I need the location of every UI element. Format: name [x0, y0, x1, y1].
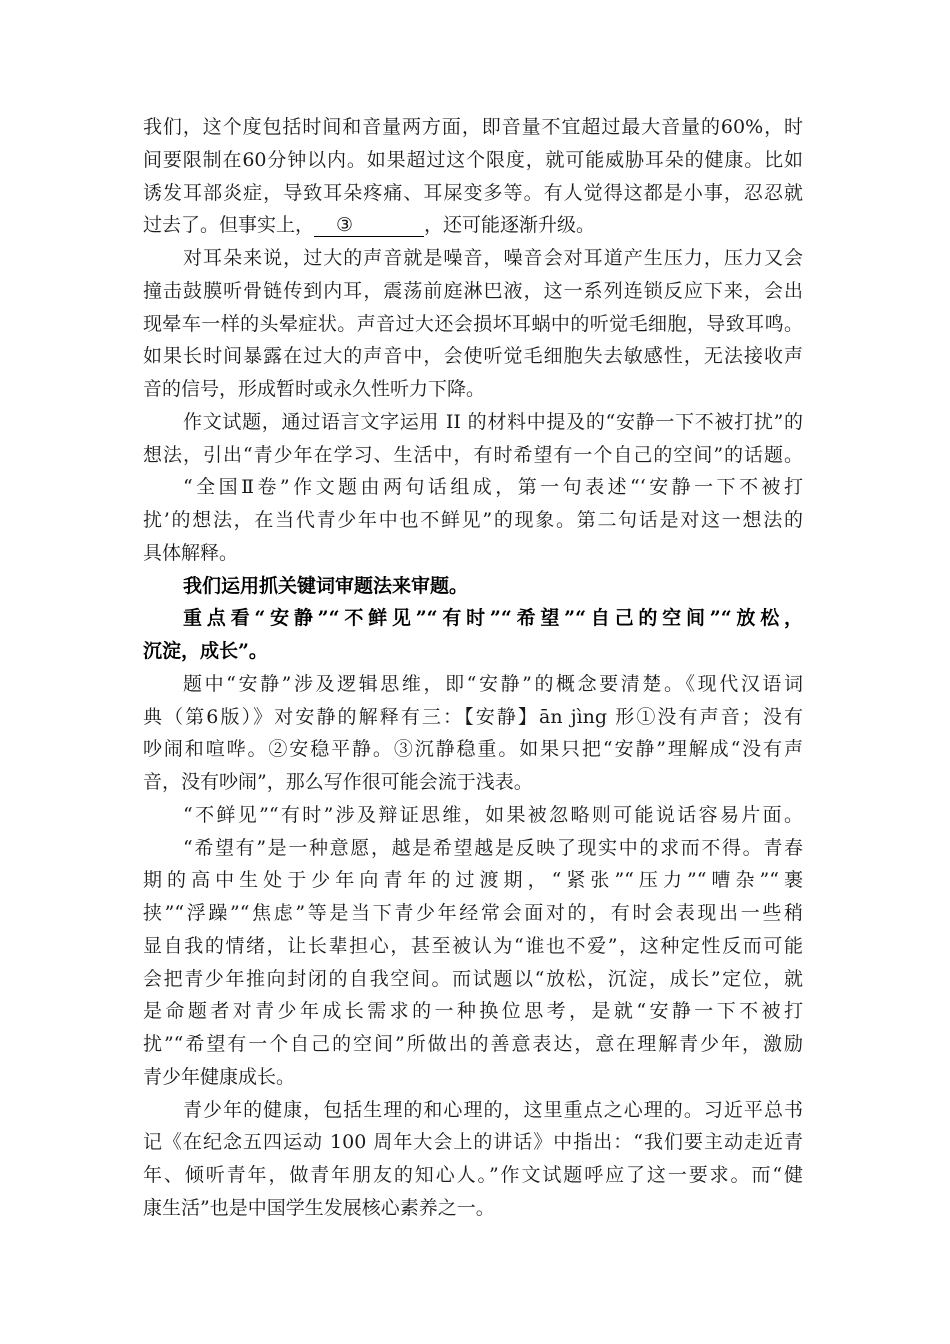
text-line: 康生活”也是中国学生发展核心素养之一。	[143, 1196, 495, 1219]
text-line: “不鲜见”“有时”涉及辩证思维，如果被忽略则可能说话容易片面。	[183, 803, 803, 826]
text-line: 典（第6版）》对安静的解释有三：【安静】ān jìng 形①没有声音；没有	[143, 705, 803, 728]
text-line: 音的信号，形成暂时或永久性听力下降。	[143, 378, 486, 400]
text-line: 对耳朵来说，过大的声音就是噪音，噪音会对耳道产生压力，压力又会	[183, 247, 803, 269]
text-line: 作文试题，通过语言文字运用 II 的材料中提及的“安静一下不被打扰”的	[183, 410, 803, 433]
text-line: 显自我的情绪，让长辈担心，甚至被认为“谁也不爱”，这种定性反而可能	[143, 934, 803, 957]
text-line: 期的高中生处于少年向青年的过渡期，“紧张”“压力”“嘈杂”“裹	[143, 869, 803, 892]
text-line: 是命题者对青少年成长需求的一种换位思考，是就“安静一下不被打	[143, 1000, 803, 1023]
text-segment: 过去了。但事实上，	[143, 214, 315, 237]
text-line: 挟”“浮躁”“焦虑”等是当下青少年经常会面对的，有时会表现出一些稍	[143, 902, 803, 924]
text-line: “全国Ⅱ卷”作文题由两句话组成，第一句表述“‘安静一下不被打	[183, 476, 803, 499]
text-line: 具体解释。	[143, 541, 239, 564]
text-segment: ，还可能逐渐升级。	[424, 214, 596, 237]
text-line: 间要限制在60分钟以内。如果超过这个限度，就可能威胁耳朵的健康。比如	[143, 148, 803, 171]
text-line: “希望有”是一种意愿，越是希望越是反映了现实中的求而不得。青春	[183, 836, 803, 859]
text-line: 音，没有吵闹”，那么写作很可能会流于浅表。	[143, 771, 533, 793]
text-line: 撞击鼓膜听骨链传到内耳，震荡前庭淋巴液，这一系列连锁反应下来，会出	[143, 279, 803, 302]
text-line: 现晕车一样的头晕症状。声音过大还会损坏耳蜗中的听觉毛细胞，导致耳鸣。	[143, 312, 803, 335]
text-line: 年、倾听青年，做青年朋友的知心人。”作文试题呼应了这一要求。而“健	[143, 1164, 803, 1186]
bold-text-line: 沉淀，成长”。	[143, 640, 268, 662]
text-line: 记《在纪念五四运动 100 周年大会上的讲话》中指出：“我们要主动走近青	[143, 1131, 803, 1154]
text-line: 如果长时间暴露在过大的声音中，会使听觉毛细胞失去敏感性，无法接收声	[143, 345, 803, 368]
text-line: 会把青少年推向封闭的自我空间。而试题以“放松，沉淀，成长”定位，就	[143, 967, 803, 990]
text-line: 我们，这个度包括时间和音量两方面，即音量不宜超过最大音量的60%，时	[143, 116, 803, 138]
bold-text-line: 重点看“安静”“不鲜见”“有时”“希望”“自己的空间”“放松，	[183, 607, 803, 630]
fill-in-blank: ③	[314, 214, 424, 237]
text-line: 吵闹和喧哗。②安稳平静。③沉静稳重。如果只把“安静”理解成“没有声	[143, 738, 803, 761]
text-line: 题中“安静”涉及逻辑思维，即“安静”的概念要清楚。《现代汉语词	[183, 672, 803, 695]
text-line: 扰”“希望有一个自己的空间”所做出的善意表达，意在理解青少年，激励	[143, 1033, 803, 1055]
text-line: 青少年健康成长。	[143, 1065, 296, 1088]
text-line-with-blank	[143, 209, 803, 242]
text-line: 想法，引出“青少年在学习、生活中，有时希望有一个自己的空间”的话题。	[143, 443, 803, 466]
text-line: 诱发耳部炎症，导致耳朵疼痛、耳屎变多等。有人觉得这都是小事，忍忍就	[143, 181, 803, 204]
text-line: 青少年的健康，包括生理的和心理的，这里重点之心理的。习近平总书	[183, 1098, 803, 1121]
bold-text-line: 我们运用抓关键词审题法来审题。	[183, 574, 469, 597]
text-line: 扰’的想法，在当代青少年中也不鲜见”的现象。第二句话是对这一想法的	[143, 509, 803, 531]
